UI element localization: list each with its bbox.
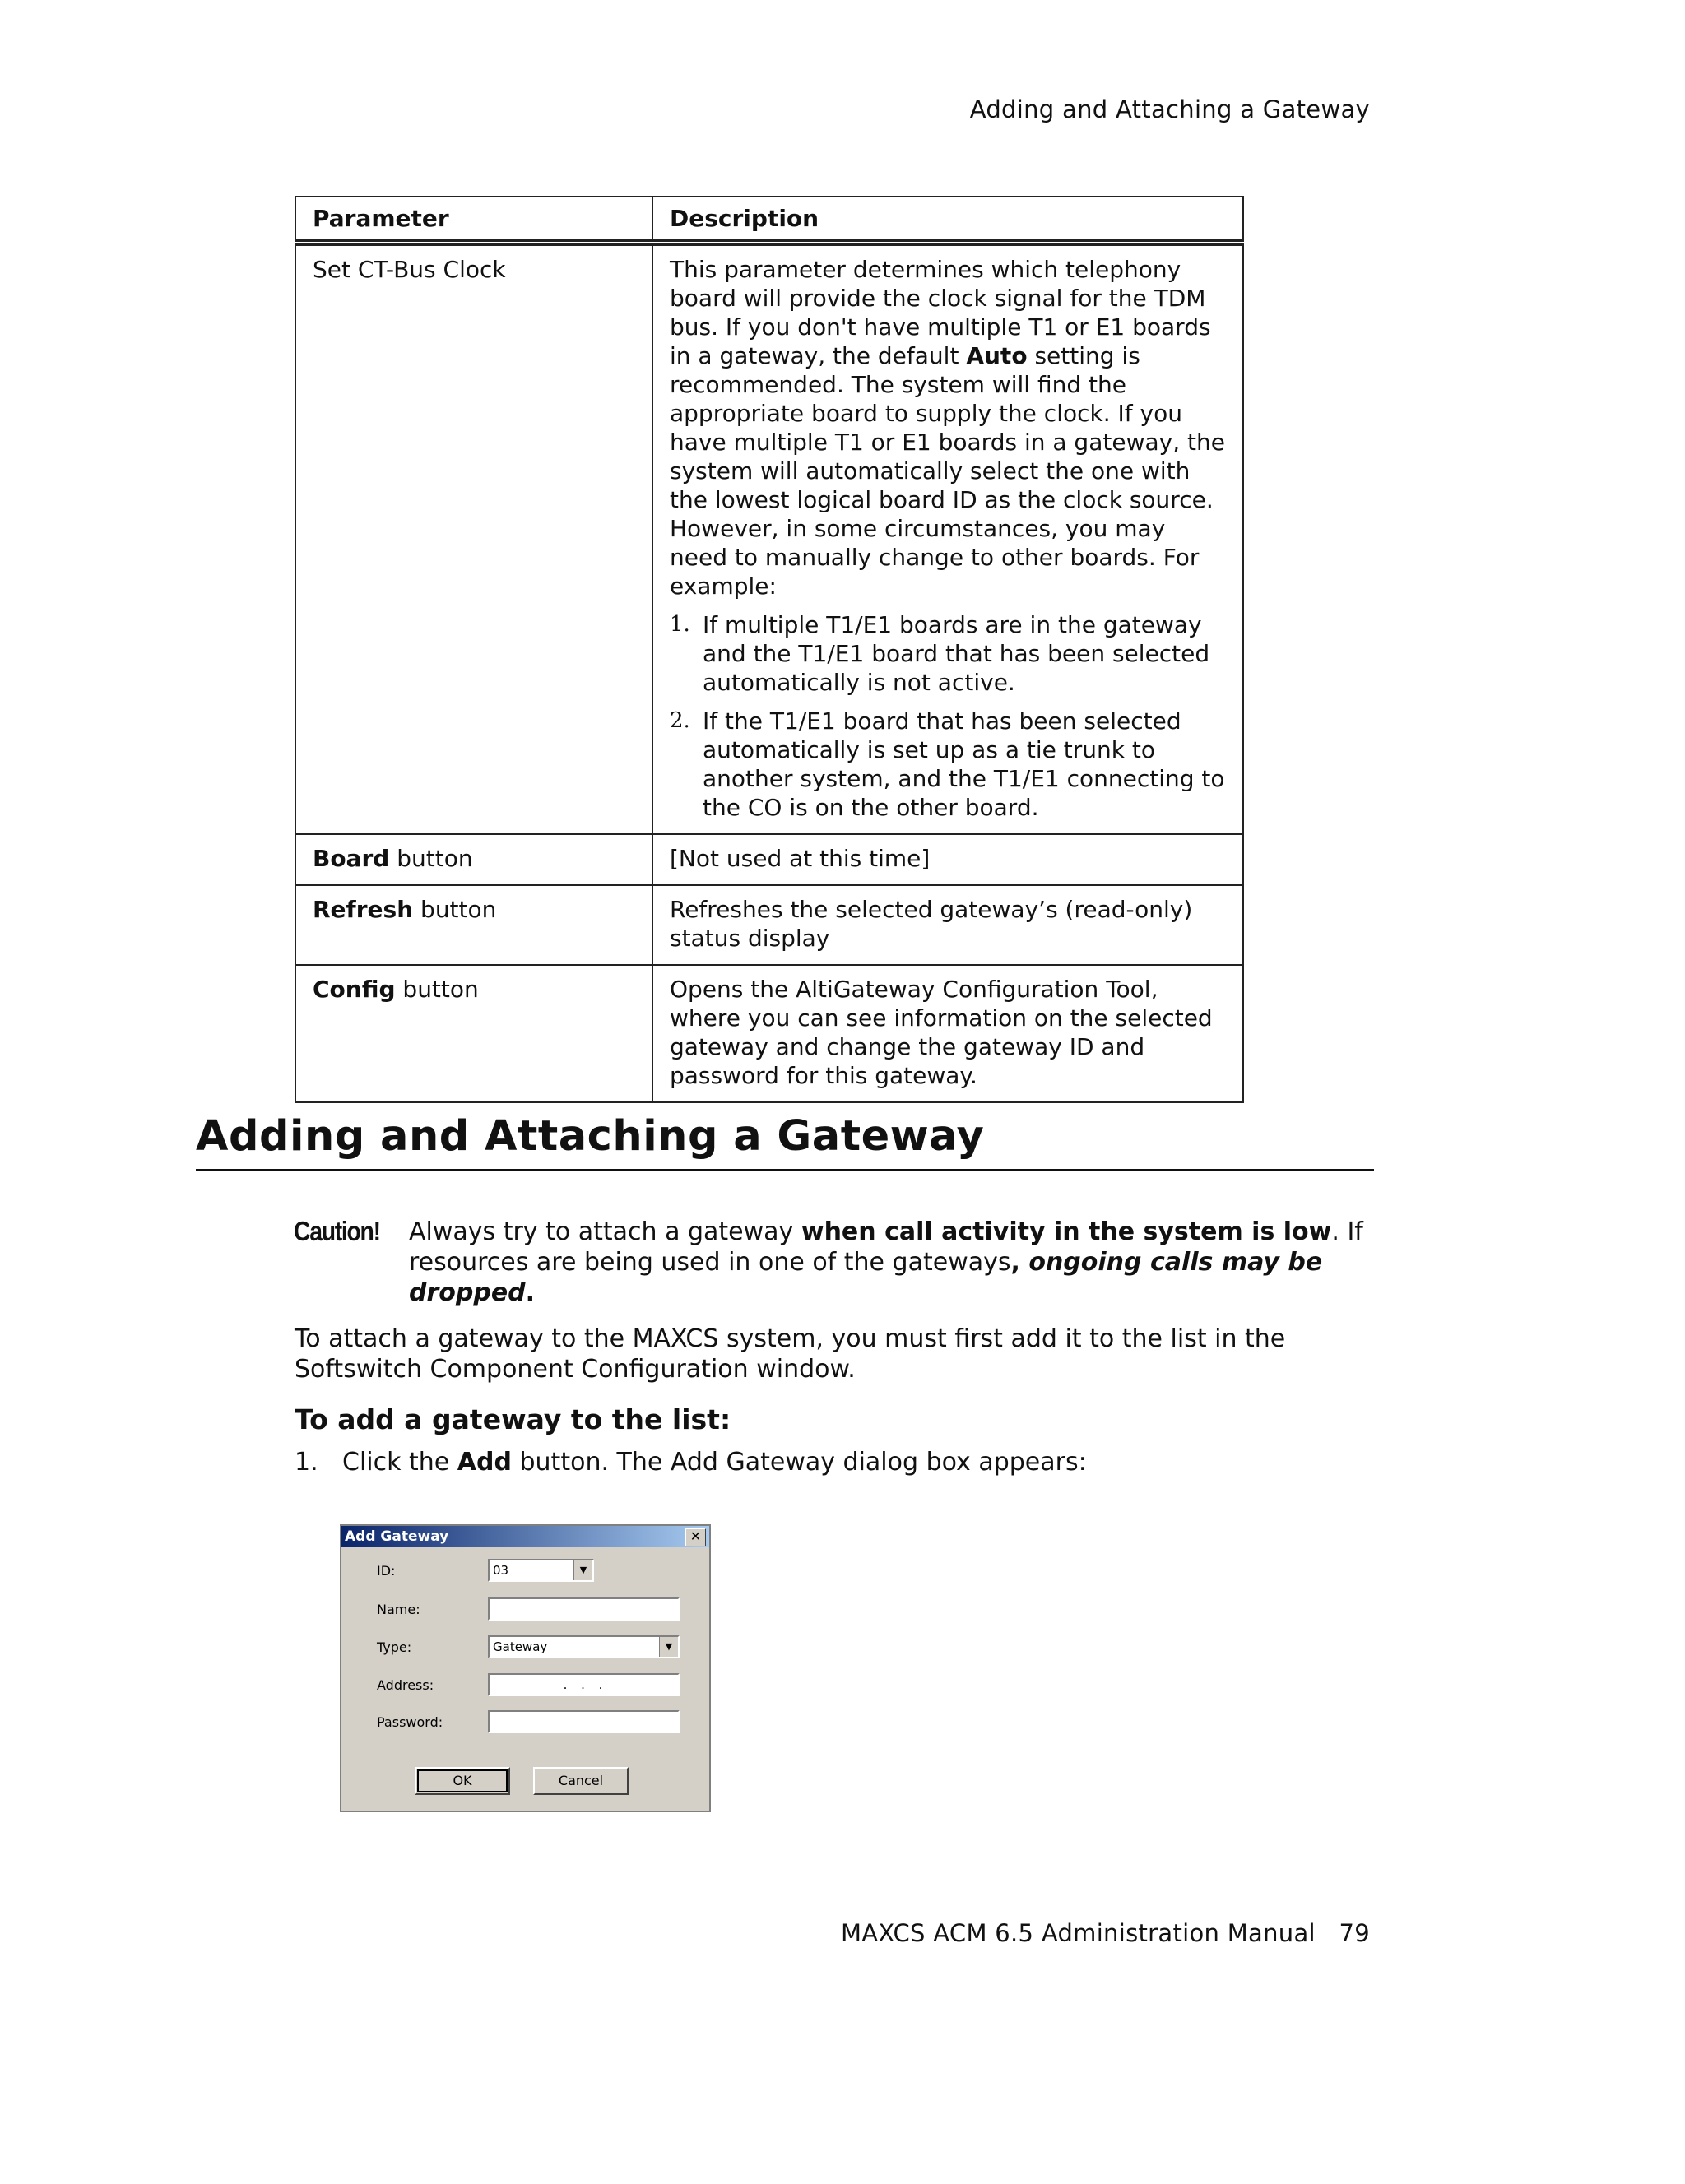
table-row bbox=[295, 885, 1243, 965]
caution-text-part: Always try to attach a gateway bbox=[409, 1217, 801, 1246]
step-bold: Add bbox=[457, 1448, 512, 1477]
id-label: ID: bbox=[377, 1563, 396, 1579]
step-text: button. The Add Gateway dialog box appears: bbox=[511, 1448, 1087, 1477]
table-header-row bbox=[295, 197, 1243, 243]
param-cell bbox=[295, 965, 652, 1102]
param-bold-text: Board bbox=[313, 845, 390, 872]
caution-label: Caution! bbox=[294, 1216, 380, 1246]
table-row bbox=[295, 834, 1243, 885]
type-label: Type: bbox=[377, 1639, 412, 1655]
step-text: Click the bbox=[342, 1448, 457, 1477]
caution-bold: , bbox=[1010, 1248, 1029, 1277]
param-cell: Set CT-Bus Clock bbox=[295, 243, 652, 834]
desc-cell: Opens the AltiGateway Configuration Tool, where you can see information on the selected gateway and change the gateway ID and password for this gateway. bbox=[652, 965, 1243, 1102]
id-value: 03 bbox=[493, 1563, 509, 1578]
chevron-down-icon[interactable]: ▼ bbox=[573, 1560, 592, 1580]
running-header: Adding and Attaching a Gateway bbox=[969, 95, 1370, 123]
table-row bbox=[295, 243, 1243, 834]
name-label: Name: bbox=[377, 1602, 420, 1617]
column-header-parameter: Parameter bbox=[295, 197, 652, 243]
param-bold-text: Config bbox=[313, 976, 396, 1003]
desc-cell: Refreshes the selected gateway’s (read-only) status display bbox=[652, 885, 1243, 965]
param-bold-text: Refresh bbox=[313, 896, 414, 923]
caution-text bbox=[409, 1217, 1380, 1308]
page-number: 79 bbox=[1339, 1919, 1370, 1947]
footer bbox=[740, 1919, 1370, 1947]
list-item bbox=[670, 610, 1226, 697]
step-item bbox=[295, 1447, 1087, 1477]
body-paragraph: To attach a gateway to the MAXCS system, you must first add it to the list in the Softswitch Component Configuration window. bbox=[295, 1324, 1286, 1384]
desc-cell bbox=[652, 243, 1243, 834]
footer-manual-title: MAXCS ACM 6.5 Administration Manual bbox=[840, 1919, 1316, 1947]
caution-bold-italic: ongoing calls may be dropped bbox=[409, 1248, 1323, 1307]
list-number: 1. bbox=[670, 612, 690, 637]
caution-bold: when call activity in the system is low bbox=[801, 1217, 1332, 1246]
list-text: If multiple T1/E1 boards are in the gateway and the T1/E1 board that has been selected automatically is not active. bbox=[703, 611, 1210, 696]
section-title: Adding and Attaching a Gateway bbox=[196, 1112, 1374, 1171]
step-number: 1. bbox=[295, 1448, 318, 1477]
list-number: 2. bbox=[670, 708, 690, 733]
list-text: If the T1/E1 board that has been selected automatically is set up as a tie trunk to another system, and the T1/E1 connecting to the CO is on the other board. bbox=[703, 707, 1225, 821]
address-input[interactable]: . . . bbox=[488, 1673, 680, 1696]
address-label: Address: bbox=[377, 1677, 434, 1693]
list-item bbox=[670, 707, 1226, 822]
caution-bold: . bbox=[525, 1278, 536, 1307]
desc-text: setting is recommended. The system will find the appropriate board to supply the clock. If you have multiple T1 or E1 boards in a gateway, the system will automatically select the one with the lowest logical board ID as the clock source. However, in some circumstances, you may need to manually change to other boards. For example: bbox=[670, 342, 1225, 600]
type-select[interactable] bbox=[488, 1635, 680, 1658]
table-row bbox=[295, 965, 1243, 1102]
procedure-heading: To add a gateway to the list: bbox=[295, 1403, 731, 1435]
caution-text-part: . If resources are being used in one of the gateways bbox=[409, 1217, 1363, 1277]
cancel-button[interactable]: Cancel bbox=[533, 1767, 629, 1795]
desc-cell: [Not used at this time] bbox=[652, 834, 1243, 885]
name-input[interactable] bbox=[488, 1597, 680, 1621]
desc-bold-text: Auto bbox=[966, 342, 1028, 369]
password-input[interactable] bbox=[488, 1710, 680, 1733]
close-icon[interactable]: ✕ bbox=[685, 1528, 706, 1546]
example-list bbox=[670, 610, 1226, 822]
param-text: button bbox=[413, 896, 497, 923]
id-select[interactable] bbox=[488, 1559, 594, 1582]
password-label: Password: bbox=[377, 1714, 443, 1730]
param-text: button bbox=[389, 845, 473, 872]
parameter-table bbox=[295, 196, 1244, 1103]
desc-paragraph bbox=[670, 255, 1226, 600]
param-cell bbox=[295, 834, 652, 885]
param-cell bbox=[295, 885, 652, 965]
desc-text: This parameter determines which telephony board will provide the clock signal for the TDM bus. If you don't have multiple T1 or E1 boards in a gateway, the default bbox=[670, 256, 1211, 369]
param-text: button bbox=[395, 976, 479, 1003]
type-value: Gateway bbox=[493, 1639, 548, 1654]
add-gateway-dialog bbox=[340, 1524, 711, 1812]
column-header-description: Description bbox=[652, 197, 1243, 243]
chevron-down-icon[interactable]: ▼ bbox=[659, 1637, 678, 1657]
dialog-title: Add Gateway bbox=[341, 1526, 709, 1547]
ok-button[interactable]: OK bbox=[415, 1767, 510, 1795]
